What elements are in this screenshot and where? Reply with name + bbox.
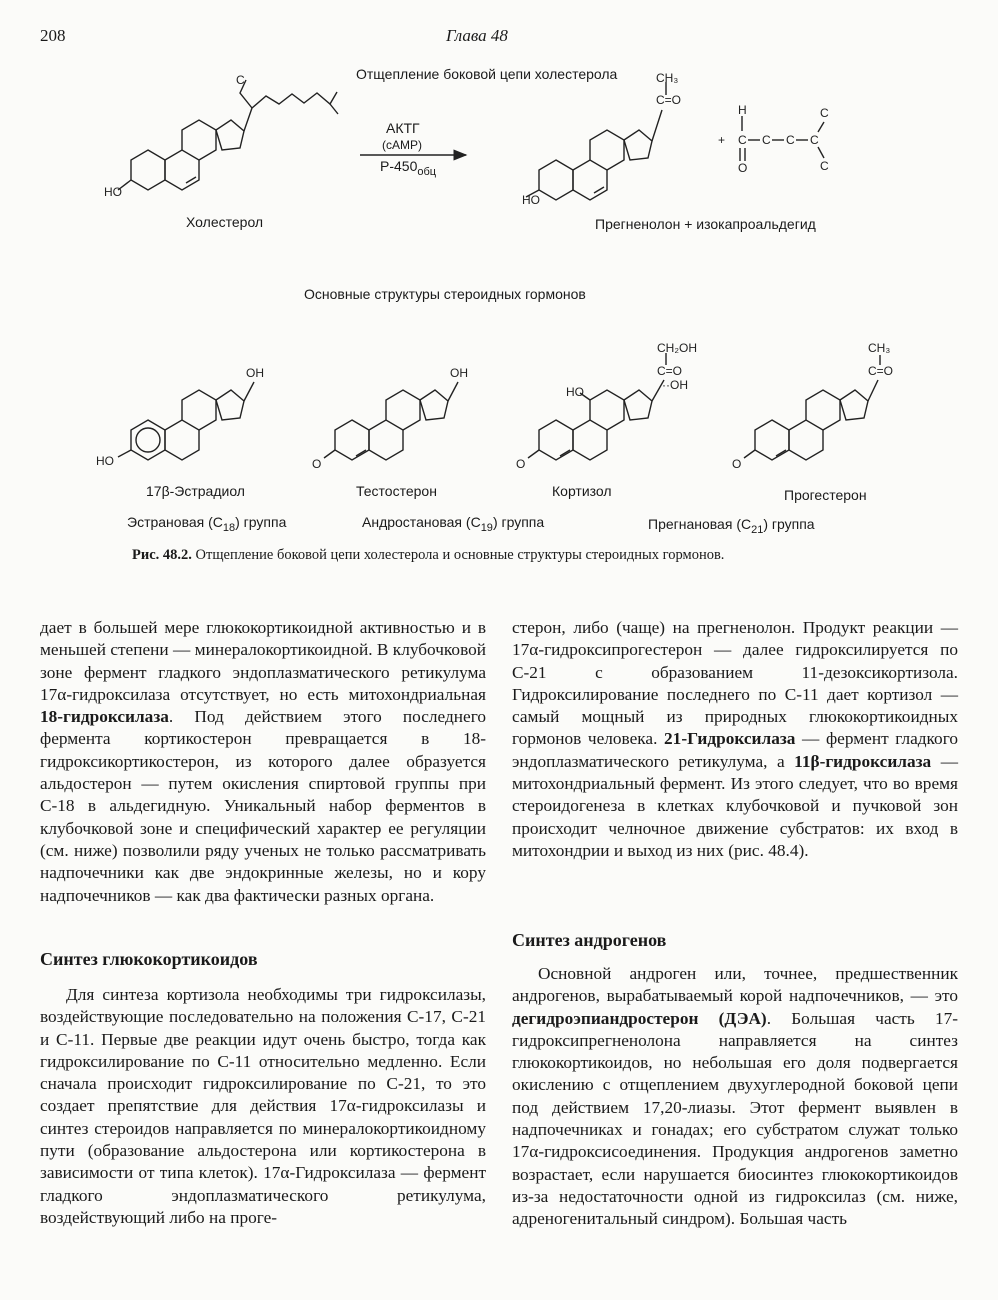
figure-caption: Рис. 48.2. Отщепление боковой цепи холестерола и основные структуры стероидных гормонов. bbox=[132, 547, 725, 563]
svg-text:O: O bbox=[312, 457, 322, 471]
pregnane-group-label: Прегнановая $(С_{21})$ группа bbox=[648, 516, 815, 536]
svg-text:OH: OH bbox=[246, 366, 264, 380]
svg-text:HO: HO bbox=[566, 385, 584, 399]
cholesterol-ho-group: HO bbox=[104, 185, 122, 199]
svg-text:C=O: C=O bbox=[868, 364, 894, 378]
svg-text:CH₃: CH₃ bbox=[656, 71, 679, 85]
androstane-group-label: Андростановая $(С_{19})$ группа bbox=[362, 514, 545, 534]
svg-text:HO: HO bbox=[522, 193, 540, 207]
svg-text:H: H bbox=[738, 103, 747, 117]
estradiol-structure bbox=[96, 366, 264, 468]
svg-text:O: O bbox=[732, 457, 742, 471]
cholesterol-label: Холестерол bbox=[186, 214, 264, 230]
heading-androgen-synthesis: Синтез андрогенов bbox=[512, 930, 667, 950]
svg-text:OH: OH bbox=[450, 366, 468, 380]
right-column-paragraph-1: стерон, либо (чаще) на прегненолон. Продукт реакции — 17α-гидроксипрогестерон — далее гидроксилируется по С-21 с образованием 11-дезоксикортизола. Гидроксилирование последнего по С-11 дает кортизол — самый мощный из природных глюкокортикоидных гормонов человека. 21-Гидроксилаза — фермент гладкого эндоплазматического ретикулума, а 11β-гидроксилаза — митохондриальный фермент. Из этого следует, что во время стероидогенеза в клетках клубочковой и пучковой зон происходит челночное движение субстратов: их вход в митохондрии и выход из них (рис. 48.4). bbox=[512, 618, 958, 860]
svg-text:C: C bbox=[762, 133, 771, 147]
left-column-paragraph-2: Для синтеза кортизола необходимы три гидроксилазы, воздействующие последовательно на положения С-17, С-21 и С-11. Первые две реакции идут очень быстро, тогда как гидроксилирование по С-11 относительно медленно. Если сначала происходит гидроксилирование по С-21, то это создает препятствие для действия 17α-гидроксилазы и синтез стероидов направляется по минералокортикоидному пути (образование альдостерона или кортикостерона в зависимости от типа клеток). 17α-Гидроксилаза — фермент гладкого эндоплазматического ретикулума, воздействующий либо на проге- bbox=[40, 985, 486, 1227]
left-column-paragraph-1: дает в большей мере глюкокортикоидной активностью и в меньшей степени — минералокортикоидной. В клубочковой зоне фермент гладкого эндоплазматического ретикулума 17α-гидроксилаза отсутствует, но есть митохондриальная 18-гидроксилаза. Под действием этого последнего фермента кортикостерон превращается в 18-гидроксикортикостерон, из которого далее образуется альдостерон — путем окисления спиртовой группы при С-18 в альдегидную. Уникальный набор ферментов в клубочковой зоне и специфический характер ее регуляции (см. ниже) позволили ряду ученых не только рассматривать надпочечники как две эндокринные железы, но и кору надпочечников — как два фактически разных органа. bbox=[40, 618, 486, 905]
svg-text:O: O bbox=[516, 457, 526, 471]
page-number: 208 bbox=[40, 26, 66, 45]
estrane-group-label: Эстрановая $(С_{18})$ группа bbox=[127, 514, 287, 534]
progesterone-label: Прогестерон bbox=[784, 487, 867, 503]
svg-text:··OH: ··OH bbox=[662, 378, 688, 392]
arrow-label-p450: $Р-450_{обц}$ bbox=[380, 158, 437, 178]
cholesterol-structure bbox=[104, 73, 338, 199]
isocaproaldehyde-structure bbox=[718, 103, 829, 175]
reaction-title: Отщепление боковой цепи холестерола bbox=[356, 66, 618, 82]
svg-text:C: C bbox=[786, 133, 795, 147]
svg-text:O: O bbox=[738, 161, 748, 175]
svg-text:C: C bbox=[820, 159, 829, 173]
steroid-structures-diagram bbox=[0, 0, 998, 560]
testosterone-label: Тестостерон bbox=[356, 483, 437, 499]
right-column-paragraph-2: Основной андроген или, точнее, предшественник андрогенов, вырабатываемый корой надпочечников, — это дегидроэпиандростерон (ДЭА). Большая часть 17-гидроксипрегненолона направляется на синтез глюкокортикоидов, но небольшая его доля подвергается окислению с отщеплением двухуглеродной боковой цепи под действием 17,20-лиазы. Этот фермент выявлен в надпочечниках и гонадах; его субстратом служат только 17α-гидроксисоединения. Продукция андрогенов заметно возрастает, если нарушается биосинтез глюкокортикоидов из-за недостаточности одной из гидроксилаз (см. ниже, адреногенитальный синдром). Большая часть bbox=[512, 964, 958, 1229]
cortisol-label: Кортизол bbox=[552, 483, 612, 499]
svg-text:C=O: C=O bbox=[657, 364, 683, 378]
svg-text:CH₃: CH₃ bbox=[868, 341, 891, 355]
svg-text:C: C bbox=[820, 106, 829, 120]
svg-text:C: C bbox=[810, 133, 819, 147]
cortisol-structure bbox=[516, 341, 697, 471]
cholesterol-c-atom: C bbox=[236, 73, 245, 87]
structures-title: Основные структуры стероидных гормонов bbox=[304, 286, 586, 302]
svg-text:C: C bbox=[738, 133, 747, 147]
arrow-label-camp: (cAMP) bbox=[382, 138, 422, 152]
product-label: Прегненолон + изокапроальдегид bbox=[595, 216, 816, 232]
progesterone-structure bbox=[732, 341, 893, 471]
running-head: Глава 48 bbox=[446, 26, 508, 45]
testosterone-structure bbox=[312, 366, 468, 471]
svg-text:CH₂OH: CH₂OH bbox=[657, 341, 697, 355]
arrow-label-acth: АКТГ bbox=[386, 120, 420, 136]
svg-text:+: + bbox=[718, 133, 726, 147]
estradiol-label: 17β-Эстрадиол bbox=[146, 483, 245, 499]
pregnenolone-structure bbox=[522, 71, 681, 207]
heading-glucocorticoid-synthesis: Синтез глюкокортикоидов bbox=[40, 949, 258, 969]
svg-text:C=O: C=O bbox=[656, 93, 682, 107]
svg-text:HO: HO bbox=[96, 454, 114, 468]
